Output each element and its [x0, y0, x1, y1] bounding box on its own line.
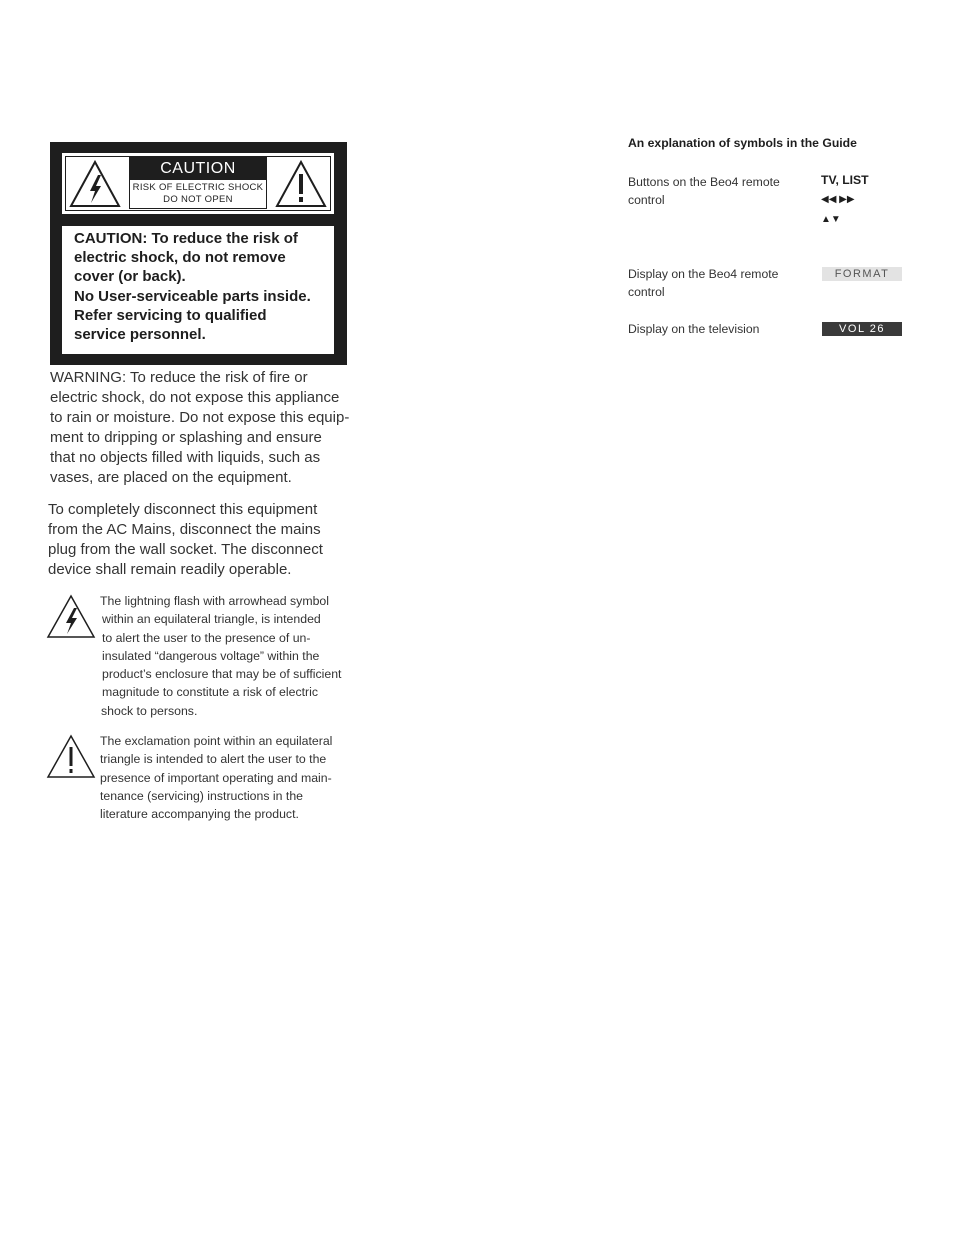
disconnect-line: device shall remain readily operable.: [48, 561, 292, 578]
warning-line: ment to dripping or splashing and ensure: [50, 429, 322, 446]
button-names: TV, LIST: [821, 173, 869, 187]
lightning-note-line: product’s enclosure that may be of sufficient: [102, 667, 342, 682]
exclamation-triangle-icon: [46, 734, 96, 780]
warning-paragraph: [50, 368, 349, 488]
guide-title: An explanation of symbols in the Guide: [628, 136, 857, 150]
caution-subtitle-line: DO NOT OPEN: [163, 194, 233, 205]
disconnect-line: plug from the wall socket. The disconnect: [48, 541, 323, 558]
up-down-arrow-icons: ▲▼: [821, 214, 841, 225]
exclamation-triangle-icon: [274, 159, 328, 209]
buttons-label: [628, 173, 780, 209]
caution-text: [62, 226, 334, 354]
buttons-label-line: Buttons on the Beo4 remote: [628, 175, 780, 189]
tv-display-example: VOL 26: [822, 322, 902, 336]
lightning-note-line: to alert the user to the presence of un-: [102, 630, 311, 645]
exclamation-note-line: The exclamation point within an equilateral: [100, 734, 333, 748]
caution-text-line: CAUTION: To reduce the risk of: [74, 230, 298, 247]
exclamation-note-line: tenance (servicing) instructions in the: [100, 788, 303, 803]
lightning-note-line: The lightning flash with arrowhead symbol: [100, 594, 329, 608]
warning-line: vases, are placed on the equipment.: [50, 469, 292, 486]
lightning-note-line: magnitude to constitute a risk of electric: [102, 685, 318, 700]
beo-display-label: [628, 265, 778, 301]
lightning-note-line: within an equilateral triangle, is intended: [102, 612, 321, 627]
caution-header: [62, 153, 334, 214]
warning-line: to rain or moisture. Do not expose this equip-: [50, 409, 350, 426]
exclamation-note: [100, 732, 332, 823]
caution-text-line: service personnel.: [74, 326, 206, 344]
caution-subtitle: [130, 180, 266, 206]
beo-display-example: FORMAT: [822, 267, 902, 281]
exclamation-note-line: triangle is intended to alert the user to the: [100, 752, 327, 767]
caution-text-line: No User-serviceable parts inside.: [74, 287, 311, 305]
warning-lead: WARNING:: [50, 369, 127, 386]
lightning-note-line: insulated “dangerous voltage” within the: [102, 648, 320, 663]
tv-display-label: [628, 320, 759, 338]
exclamation-note-line: presence of important operating and main-: [100, 770, 332, 785]
lightning-note: [100, 592, 341, 720]
caution-text-line: electric shock, do not remove: [74, 249, 286, 267]
disconnect-paragraph: [48, 500, 323, 580]
lightning-triangle-icon: [68, 159, 122, 209]
caution-word: CAUTION: [130, 158, 266, 180]
warning-line: [50, 368, 349, 388]
disconnect-line: from the AC Mains, disconnect the mains: [48, 521, 321, 538]
caution-text-line: Refer servicing to qualified: [74, 306, 267, 324]
disconnect-line: To completely disconnect this equipment: [48, 501, 318, 518]
buttons-label-line: control: [628, 193, 665, 207]
caution-subtitle-line: RISK OF ELECTRIC SHOCK: [132, 182, 264, 193]
caution-title-box: [129, 157, 267, 209]
beo-display-label-line: Display on the Beo4 remote: [628, 267, 779, 281]
wind-rewind-icons: ◀◀ ▶▶: [821, 194, 855, 205]
lightning-triangle-icon: [46, 594, 96, 640]
lightning-note-line: shock to persons.: [101, 703, 198, 718]
warning-line: that no objects filled with liquids, such as: [50, 449, 321, 466]
warning-first-line: To reduce the risk of fire or: [126, 369, 308, 386]
caution-text-line: cover (or back).: [74, 268, 186, 286]
warning-line: electric shock, do not expose this appliance: [50, 389, 340, 406]
caution-label: [50, 142, 347, 365]
exclamation-note-line: literature accompanying the product.: [100, 807, 299, 822]
beo-display-label-line: control: [628, 285, 665, 299]
tv-display-label-line: Display on the television: [628, 322, 760, 336]
